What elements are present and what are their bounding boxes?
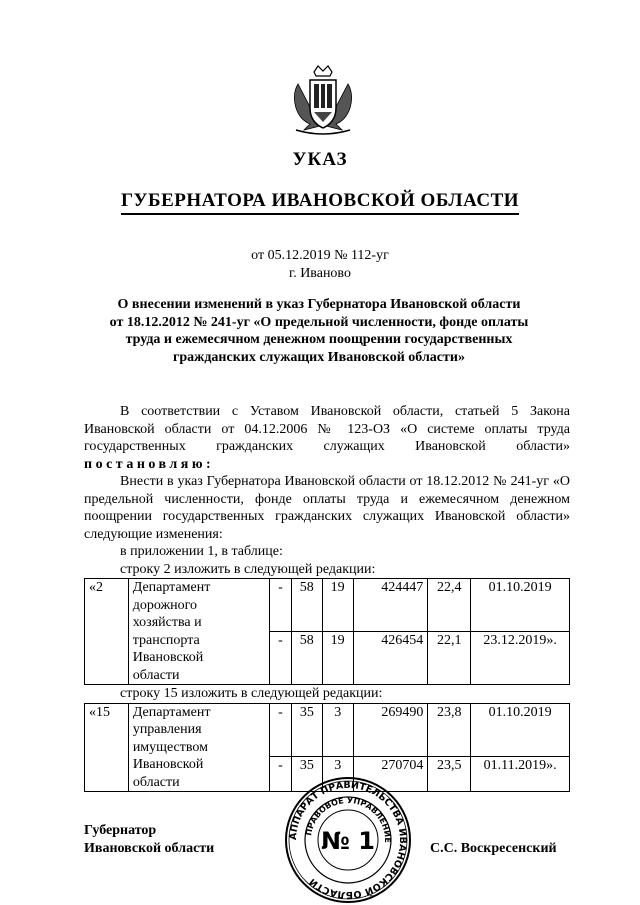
table-cell: 426454: [353, 632, 428, 685]
table-cell: 3: [322, 703, 353, 756]
table-cell: 58: [291, 579, 322, 632]
date-number: от 05.12.2019 № 112-уг: [251, 248, 389, 263]
table2-intro: строку 15 изложить в следующей редакции:: [120, 686, 383, 701]
amendment-table-row-2: [84, 578, 570, 685]
table-cell: -: [269, 579, 291, 632]
org-line: дорожного: [132, 597, 198, 613]
table-cell: 3: [322, 756, 353, 792]
coat-of-arms-emblem: [290, 64, 356, 136]
table-row: [85, 579, 570, 632]
seal-outer-text: АППАРАТ ПРАВИТЕЛЬСТВА ИВАНОВСКОЙ ОБЛАСТИ: [287, 779, 409, 901]
table-cell: 35: [291, 756, 322, 792]
signatory-position: [84, 822, 214, 858]
position-line: Ивановской области: [84, 841, 215, 856]
org-line: Ивановской: [132, 757, 204, 772]
org-line: хозяйства и: [132, 615, 202, 630]
table-cell: -: [270, 756, 292, 792]
org-line: области: [132, 667, 180, 683]
document-title: [80, 296, 558, 366]
organization-cell: [128, 703, 269, 792]
org-line: области: [132, 774, 180, 790]
seal-inner-text: ПРАВОВОЕ УПРАВЛЕНИЕ: [304, 795, 393, 843]
table-cell: 23,8: [428, 703, 471, 756]
title-line: от 18.12.2012 № 241-уг «О предельной численности, фонде оплаты: [109, 314, 529, 330]
table-cell: 23,5: [428, 756, 471, 792]
document-type-heading: УКАЗ: [292, 149, 348, 170]
table-cell: 35: [291, 703, 322, 756]
table-cell: 269490: [353, 703, 428, 756]
city: г. Иваново: [289, 266, 351, 281]
org-line: управления: [132, 722, 202, 737]
preamble-paragraph: В соответствии с Уставом Ивановской области, статьей 5 Закона Ивановской области от 04.12.2006 № 123-ОЗ «О системе оплаты труда государственных гражданских служащих Ивановской области»: [84, 404, 570, 454]
table-cell: -: [270, 703, 292, 756]
document-body: [84, 403, 570, 792]
decree-word: постановляю:: [84, 456, 215, 472]
table-cell: 270704: [353, 756, 428, 792]
organization-cell: [128, 579, 269, 685]
seal-center-number: № 1: [321, 827, 375, 855]
org-line: Департамент: [132, 580, 211, 595]
row-number: «2: [85, 579, 129, 685]
document-date-block: [0, 247, 640, 283]
table-cell: 01.10.2019: [471, 703, 570, 756]
title-line: труда и ежемесячном денежном поощрении государственных: [125, 332, 513, 347]
org-line: Ивановской: [132, 650, 204, 665]
official-seal-stamp: [284, 776, 412, 904]
main-paragraph: Внести в указ Губернатора Ивановской области от 18.12.2012 № 241-уг «О предельной численности, фонде оплаты труда и ежемесячном денежном поощрении государственных гражданских служащих Ивановской области» следующие изменения:: [84, 474, 570, 542]
table-cell: 22,4: [428, 579, 471, 632]
org-line: транспорта: [132, 632, 200, 648]
table-cell: 23.12.2019».: [471, 632, 570, 685]
org-line: Департамент: [132, 704, 211, 720]
title-line: гражданских служащих Ивановской области»: [173, 349, 465, 365]
title-line: О внесении изменений в указ Губернатора Ивановской области: [117, 297, 521, 312]
table-row: [85, 703, 570, 756]
table-cell: -: [269, 632, 291, 685]
table-cell: 19: [322, 632, 353, 685]
signatory-name: С.С. Воскресенский: [430, 841, 557, 856]
table-cell: 01.11.2019».: [471, 756, 570, 792]
table-cell: 58: [291, 632, 322, 685]
table-cell: 424447: [353, 579, 428, 632]
position-line: Губернатор: [84, 823, 157, 838]
table-cell: 01.10.2019: [471, 579, 570, 632]
table-cell: 22,1: [428, 632, 471, 685]
org-line: имуществом: [132, 739, 208, 755]
appendix-line: в приложении 1, в таблице:: [120, 544, 283, 559]
issuer-text: ГУБЕРНАТОРА ИВАНОВСКОЙ ОБЛАСТИ: [121, 190, 519, 215]
table-cell: 19: [322, 579, 353, 632]
row-number: «15: [85, 703, 129, 792]
table1-intro: строку 2 изложить в следующей редакции:: [120, 561, 376, 577]
document-issuer-heading: [0, 190, 640, 212]
